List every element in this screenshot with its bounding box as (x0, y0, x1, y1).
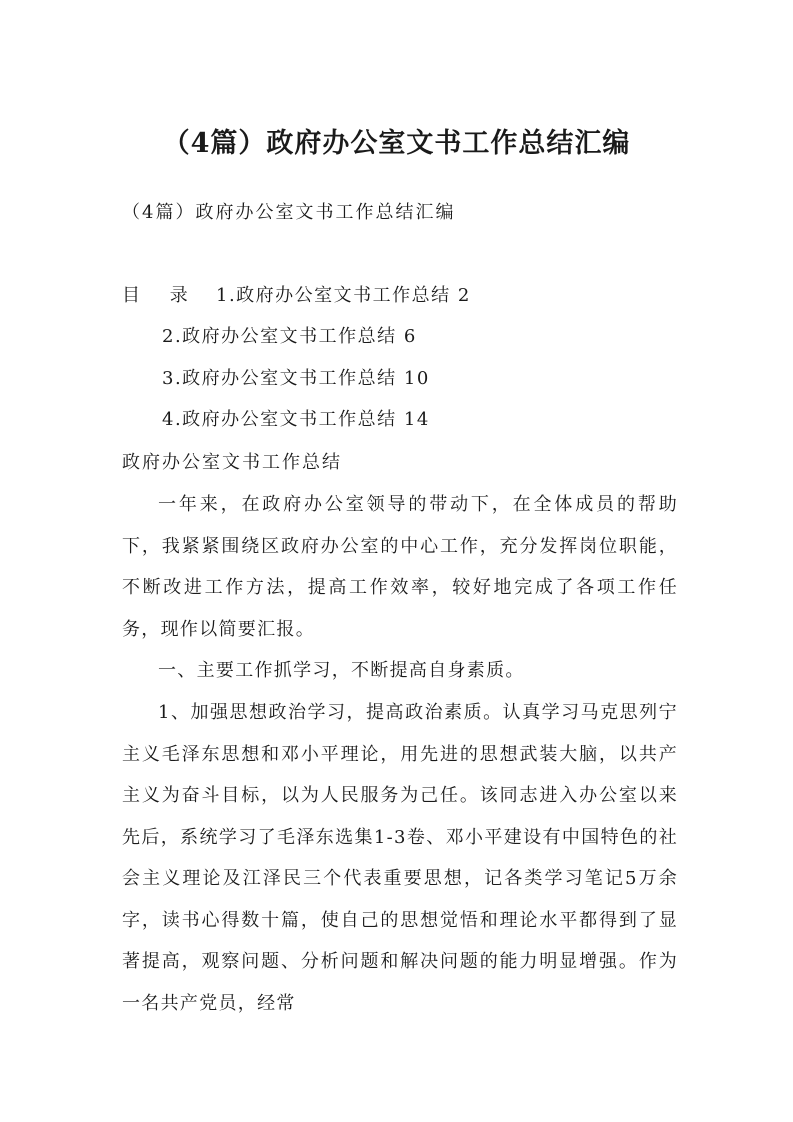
paragraph-heading-1: 一、主要工作抓学习，不断提高自身素质。 (158, 660, 525, 681)
toc-row-3 (162, 359, 430, 399)
toc-label: 目 录 (122, 285, 200, 306)
toc-item-3: 3.政府办公室文书工作总结 10 (162, 368, 430, 389)
toc-item-4: 4.政府办公室文书工作总结 14 (162, 409, 430, 430)
toc-row-2 (162, 317, 417, 357)
toc-row-1 (122, 276, 471, 316)
paragraph-intro: 一年来，在政府办公室领导的带动下，在全体成员的帮助下，我紧紧围绕区政府办公室的中心工作，充分发挥岗位职能，不断改进工作方法，提高工作效率，较好地完成了各项工作任务，现作以简要汇报。 (122, 494, 678, 640)
section-heading: 政府办公室文书工作总结 (122, 452, 342, 473)
toc-row-4 (162, 400, 430, 440)
document-title: （4篇）政府办公室文书工作总结汇编 (162, 128, 631, 159)
toc-item-2: 2.政府办公室文书工作总结 6 (162, 326, 417, 347)
document-subtitle: （4篇）政府办公室文书工作总结汇编 (122, 202, 456, 223)
paragraph-study: 1、加强思想政治学习，提高政治素质。认真学习马克思列宁主义毛泽东思想和邓小平理论，用先进的思想武装大脑，以共产主义为奋斗目标，以为人民服务为己任。该同志进入办公室以来先后，系统学习了毛泽东选集1-3卷、邓小平建设有中国特色的社会主义理论及江泽民三个代表重要思想，记各类学习笔记5万余字，读书心得数十篇，使自己的思想觉悟和理论水平都得到了显著提高，观察问题、分析问题和解决问题的能力明显增强。作为一名共产党员，经常 (122, 702, 678, 1014)
toc-item-1: 1.政府办公室文书工作总结 2 (216, 285, 471, 306)
